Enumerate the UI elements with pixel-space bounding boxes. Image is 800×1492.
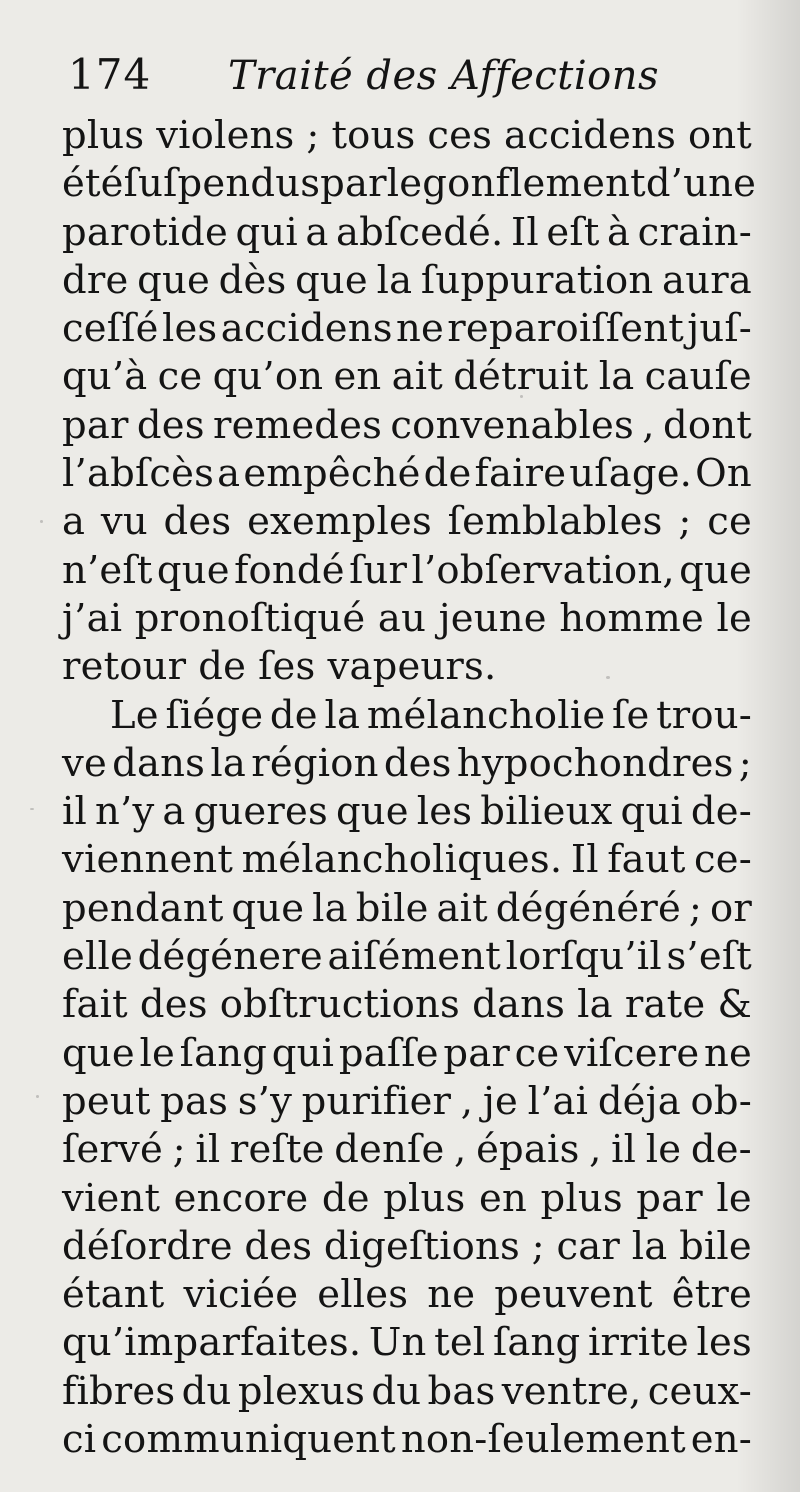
- text-line: [62, 547, 752, 595]
- word: fibres: [62, 1368, 176, 1414]
- word: &: [717, 982, 752, 1028]
- word: que: [62, 1030, 135, 1076]
- word: ſemblables: [447, 499, 663, 545]
- word: déja: [597, 1078, 681, 1124]
- word: la: [631, 1223, 668, 1269]
- word: que: [156, 547, 230, 593]
- text-line: [62, 788, 752, 836]
- word: reſte: [229, 1127, 325, 1173]
- word: homme: [559, 595, 704, 641]
- word: dès: [218, 257, 287, 303]
- word: des: [383, 740, 452, 786]
- word: encore: [173, 1175, 309, 1221]
- word: eſt: [546, 209, 600, 255]
- word: qu’imparfaites.: [62, 1320, 362, 1366]
- word: dre: [62, 257, 129, 303]
- word: Il: [510, 209, 539, 255]
- word: ait: [391, 354, 443, 400]
- word: ce-: [693, 837, 752, 883]
- word: qu’on: [212, 354, 324, 400]
- text-line: [62, 981, 752, 1029]
- word: par: [62, 402, 129, 448]
- word: déſordre: [62, 1223, 233, 1269]
- word: dégénere: [137, 934, 323, 980]
- word: jeune: [438, 595, 547, 641]
- word: faut: [607, 837, 686, 883]
- page-header: [68, 50, 748, 110]
- word: détruit: [453, 354, 589, 400]
- word: de: [269, 692, 318, 738]
- word: ceux-: [647, 1368, 752, 1414]
- word: la: [210, 740, 247, 786]
- word: ce: [707, 499, 752, 545]
- word: de: [321, 1175, 370, 1221]
- word: pronoſtiqué: [134, 595, 366, 641]
- word: uſage.: [569, 451, 693, 497]
- word: juſ-: [687, 306, 752, 352]
- word: région: [251, 740, 379, 786]
- word: mélancholie: [366, 692, 606, 738]
- text-line: [62, 498, 752, 546]
- word: violens: [156, 113, 295, 158]
- word: reparoiſſent: [447, 306, 684, 352]
- word: gonflement: [422, 161, 646, 207]
- word: vapeurs.: [327, 644, 497, 690]
- text-line: [62, 450, 752, 498]
- paper-speck: [36, 1095, 39, 1098]
- word: des: [139, 982, 208, 1028]
- word: la: [577, 982, 613, 1028]
- word: aura: [662, 257, 752, 303]
- word: être: [671, 1272, 752, 1318]
- word: ;: [531, 1223, 545, 1269]
- word: crain-: [637, 209, 752, 255]
- word: de-: [690, 1127, 752, 1173]
- word: du: [371, 1368, 422, 1414]
- word: dont: [663, 402, 752, 448]
- word: ve: [62, 740, 107, 786]
- word: ſiége: [165, 692, 264, 738]
- word: plus: [62, 113, 145, 158]
- word: le: [386, 161, 423, 207]
- word: que: [679, 547, 752, 593]
- word: ſang: [492, 1320, 581, 1366]
- word: ces: [427, 113, 493, 158]
- word: par: [636, 1175, 703, 1221]
- word: dégénéré: [495, 885, 681, 931]
- word: accidens: [220, 306, 393, 352]
- word: ventre,: [501, 1368, 642, 1414]
- word: le: [139, 1030, 175, 1076]
- word: l’ai: [527, 1078, 589, 1124]
- text-line: [62, 1078, 752, 1126]
- word: ob-: [690, 1078, 752, 1124]
- word: digeſtions: [323, 1223, 520, 1269]
- word: cauſe: [644, 354, 752, 400]
- word: le: [716, 595, 752, 641]
- text-line: [62, 740, 752, 788]
- word: s’eſt: [666, 934, 752, 980]
- word: ont: [687, 113, 752, 158]
- word: ,: [454, 1127, 467, 1173]
- word: que: [137, 257, 210, 303]
- text-line: [62, 1030, 752, 1078]
- text-line: [62, 836, 752, 884]
- word: ſe: [612, 692, 650, 738]
- word: On: [695, 451, 752, 497]
- text-line: [62, 1126, 752, 1174]
- text-line: [62, 353, 752, 401]
- word: pendant: [62, 885, 224, 931]
- paper-speck: [30, 808, 34, 810]
- text-line: [62, 112, 752, 160]
- word: viſcere: [564, 1030, 700, 1076]
- word: ;: [678, 499, 692, 545]
- word: j’ai: [62, 595, 123, 641]
- word: abſcedé.: [336, 209, 504, 255]
- word: ait: [436, 885, 488, 931]
- word: été: [62, 161, 124, 207]
- word: elles: [317, 1272, 409, 1318]
- word: fondé: [234, 547, 345, 593]
- running-title: Traité des Affections: [228, 53, 660, 99]
- word: bilieux: [480, 789, 613, 835]
- word: ,: [642, 402, 655, 448]
- word: gueres: [193, 789, 328, 835]
- word: aiſément: [327, 934, 501, 980]
- word: s’y: [237, 1078, 293, 1124]
- word: obſtructions: [219, 982, 461, 1028]
- word: plus: [540, 1175, 623, 1221]
- word: des: [136, 402, 205, 448]
- word: il: [611, 1127, 637, 1173]
- text-line: [62, 160, 757, 208]
- word: retour: [62, 644, 187, 690]
- text-line: [62, 402, 752, 450]
- word: ſuppuration: [420, 257, 654, 303]
- word: le: [645, 1127, 682, 1173]
- text-line: [62, 305, 752, 353]
- word: ;: [688, 885, 703, 931]
- word: bile: [679, 1223, 752, 1269]
- text-line: [62, 1319, 752, 1367]
- page-number: 174: [68, 50, 152, 99]
- body-text: [62, 112, 757, 1464]
- word: du: [181, 1368, 232, 1414]
- word: de: [198, 644, 247, 690]
- word: viciée: [183, 1272, 299, 1318]
- word: rate: [624, 982, 706, 1028]
- text-line: [62, 1175, 752, 1223]
- word: à: [607, 209, 631, 255]
- word: ſervé: [62, 1127, 163, 1173]
- word: a: [305, 209, 329, 255]
- word: les: [161, 306, 218, 352]
- word: des: [163, 499, 232, 545]
- word: accidens: [504, 113, 677, 158]
- word: ;: [306, 113, 320, 158]
- word: la: [312, 885, 348, 931]
- text-line: [62, 209, 752, 257]
- word: je: [482, 1078, 518, 1124]
- word: en: [333, 354, 382, 400]
- word: le: [716, 1175, 752, 1221]
- word: la: [598, 354, 635, 400]
- word: la: [376, 257, 413, 303]
- word: irrite: [588, 1320, 689, 1366]
- word: l’obſervation,: [411, 547, 675, 593]
- word: qui: [620, 789, 683, 835]
- word: de-: [690, 789, 752, 835]
- word: ce: [157, 354, 203, 400]
- word: par: [320, 161, 387, 207]
- word: tel: [434, 1320, 486, 1366]
- paper-speck: [40, 520, 43, 523]
- word: qui: [235, 209, 298, 255]
- word: denſe: [334, 1127, 445, 1173]
- word: en-: [690, 1417, 752, 1463]
- word: peut: [62, 1078, 151, 1124]
- word: ceſſé: [62, 306, 159, 352]
- word: Un: [368, 1320, 427, 1366]
- word: les: [696, 1320, 752, 1366]
- word: ;: [172, 1127, 186, 1173]
- word: que: [231, 885, 305, 931]
- word: fait: [62, 982, 128, 1028]
- word: d’une: [645, 161, 757, 207]
- word: non-ſeulement: [400, 1417, 686, 1463]
- word: la: [324, 692, 361, 738]
- word: empêché: [243, 451, 421, 497]
- word: n’eſt: [62, 547, 153, 593]
- word: ce: [514, 1030, 560, 1076]
- word: dans: [112, 740, 206, 786]
- word: tous: [331, 113, 416, 158]
- text-line: [62, 885, 752, 933]
- word: elle: [62, 934, 133, 980]
- word: car: [556, 1223, 621, 1269]
- word: ne: [427, 1272, 476, 1318]
- word: vient: [62, 1175, 161, 1221]
- word: vu: [100, 499, 148, 545]
- word: ne: [395, 306, 444, 352]
- word: ,: [460, 1078, 474, 1124]
- word: ,: [589, 1127, 602, 1173]
- word: ſang: [179, 1030, 268, 1076]
- word: purifier: [301, 1078, 452, 1124]
- word: par: [443, 1030, 510, 1076]
- word: qui: [271, 1030, 335, 1076]
- text-line: [62, 643, 752, 691]
- word: plus: [383, 1175, 466, 1221]
- word: bas: [427, 1368, 496, 1414]
- text-line: [62, 1368, 752, 1416]
- text-line: [62, 1416, 752, 1464]
- text-line: [62, 1223, 752, 1271]
- word: mélancholiques.: [241, 837, 563, 883]
- word: qu’à: [62, 354, 148, 400]
- word: au: [377, 595, 427, 641]
- word: paſſe: [338, 1030, 439, 1076]
- word: des: [244, 1223, 313, 1269]
- word: viennent: [62, 837, 234, 883]
- word: trou-: [656, 692, 752, 738]
- word: or: [709, 885, 752, 931]
- word: ſes: [258, 644, 316, 690]
- word: peuvent: [494, 1272, 653, 1318]
- word: Le: [110, 692, 159, 738]
- word: bile: [355, 885, 429, 931]
- word: ſuſpendus: [123, 161, 321, 207]
- word: parotide: [62, 209, 228, 255]
- word: ne: [704, 1030, 752, 1076]
- word: a: [217, 451, 241, 497]
- word: lorſqu’il: [505, 934, 662, 980]
- word: ſur: [349, 547, 408, 593]
- word: remedes: [213, 402, 383, 448]
- word: hypochondres: [456, 740, 734, 786]
- word: ;: [738, 740, 752, 786]
- word: convenables: [390, 402, 634, 448]
- word: en: [479, 1175, 527, 1221]
- word: plexus: [237, 1368, 366, 1414]
- word: épais: [476, 1127, 580, 1173]
- word: Il: [570, 837, 599, 883]
- word: communiquent: [101, 1417, 396, 1463]
- text-line: [62, 1271, 752, 1319]
- word: l’abſcès: [62, 451, 215, 497]
- word: les: [416, 789, 473, 835]
- word: que: [335, 789, 409, 835]
- text-line: [62, 692, 752, 740]
- word: dans: [472, 982, 566, 1028]
- word: faire: [474, 451, 567, 497]
- word: il: [62, 789, 88, 835]
- word: n’y: [95, 789, 155, 835]
- word: étant: [62, 1272, 165, 1318]
- word: a: [62, 499, 86, 545]
- word: exemples: [247, 499, 432, 545]
- word: pas: [160, 1078, 229, 1124]
- word: a: [162, 789, 186, 835]
- text-line: [62, 595, 752, 643]
- word: que: [295, 257, 368, 303]
- word: de: [423, 451, 472, 497]
- text-line: [62, 257, 752, 305]
- text-line: [62, 933, 752, 981]
- word: il: [195, 1127, 221, 1173]
- word: ci: [62, 1417, 97, 1463]
